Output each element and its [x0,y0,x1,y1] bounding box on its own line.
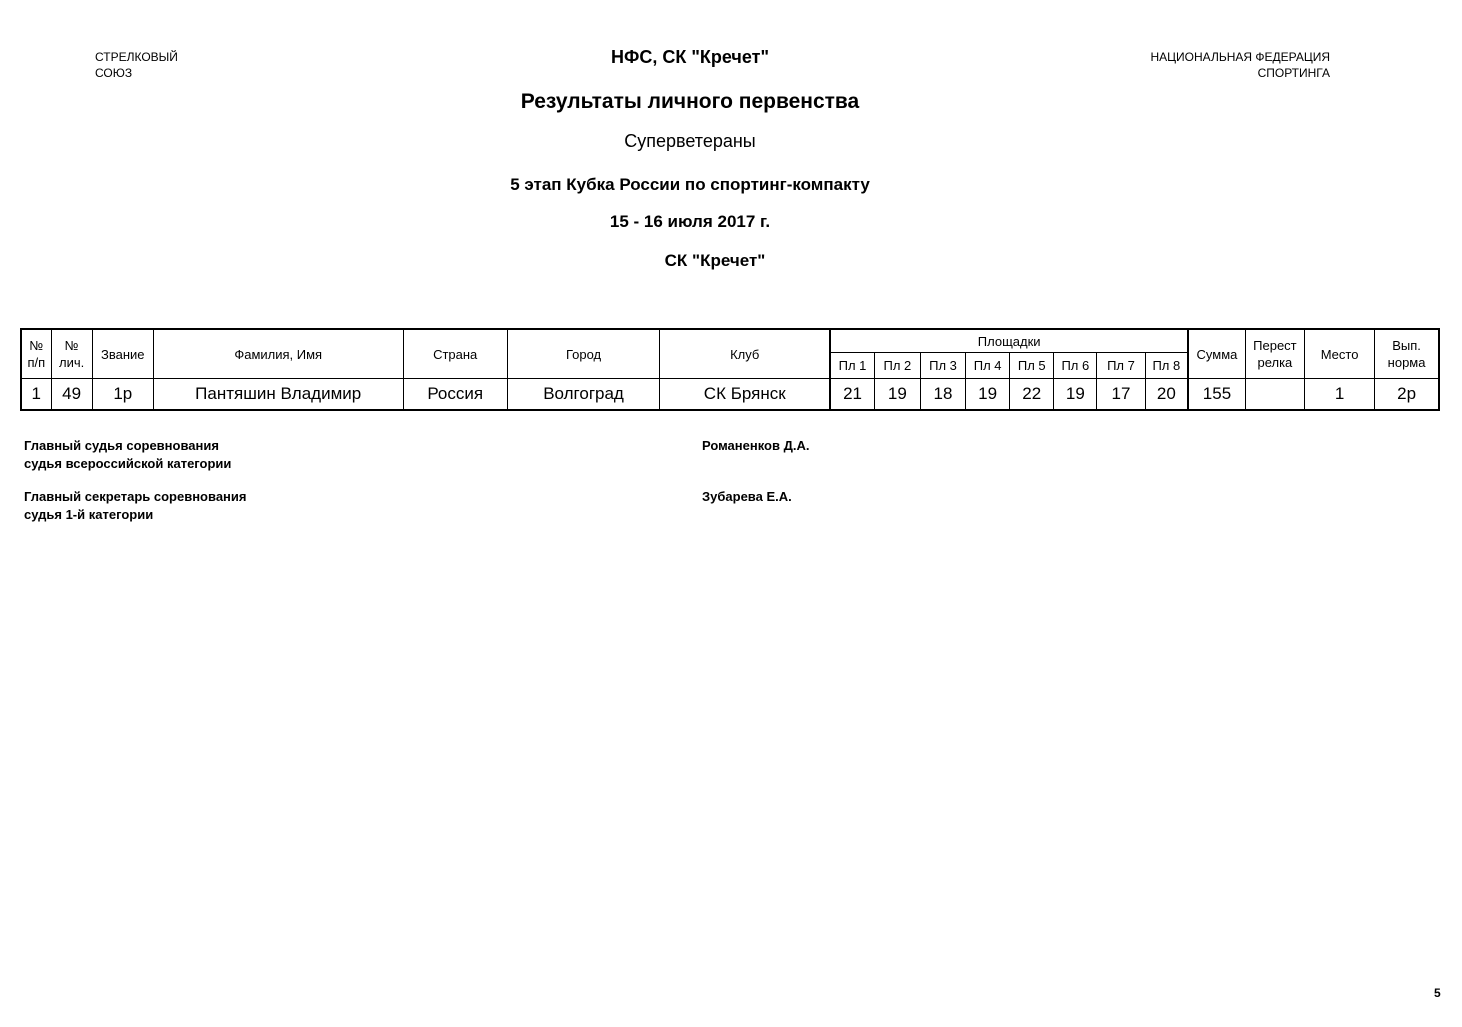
header-club: Клуб [660,329,830,379]
cell-rank: 1р [92,379,153,411]
header-shootoff [1245,329,1304,379]
header-area-4: Пл 4 [966,353,1010,379]
header-num [21,329,51,379]
cell-area-2: 19 [874,379,920,411]
header-area-2: Пл 2 [874,353,920,379]
cell-license: 49 [51,379,92,411]
header-license-line-1: № [64,338,79,353]
org-left-line-2: СОЮЗ [95,66,133,80]
header-shootoff-line-1: Перест [1253,338,1297,353]
header-area-3: Пл 3 [920,353,965,379]
cell-name: Пантяшин Владимир [153,379,403,411]
chief-secretary-role: Главный секретарь соревнования [24,489,247,504]
chief-judge-category: судья всероссийской категории [24,456,232,471]
org-left-line-1: СТРЕЛКОВЫЙ [95,50,178,64]
cell-place: 1 [1304,379,1374,411]
cell-area-1: 21 [830,379,874,411]
event-name: 5 этап Кубка России по спортинг-компакту [510,175,870,194]
header-area-7: Пл 7 [1097,353,1145,379]
chief-judge-role: Главный судья соревнования [24,438,219,453]
page-number: 5 [1434,986,1441,1000]
cell-city: Волгоград [507,379,659,411]
header-num-line-1: № [29,338,44,353]
header-norm-line-2: норма [1387,355,1426,370]
cell-country: Россия [403,379,507,411]
header-num-line-2: п/п [27,355,46,370]
table-header-row [21,329,1439,353]
header-area-8: Пл 8 [1145,353,1188,379]
document-header: НФС, СК "Кречет" [610,47,769,67]
cell-shootoff [1245,379,1304,411]
header-sum: Сумма [1188,329,1245,379]
header-areas: Площадки [830,329,1188,353]
cell-area-7: 17 [1097,379,1145,411]
cell-area-3: 18 [920,379,965,411]
event-dates: 15 - 16 июля 2017 г. [609,212,771,231]
header-city: Город [507,329,659,379]
cell-area-8: 20 [1145,379,1188,411]
cell-area-6: 19 [1054,379,1097,411]
table-row [21,379,1439,411]
cell-club: СК Брянск [660,379,830,411]
org-right-line-1: НАЦИОНАЛЬНАЯ ФЕДЕРАЦИЯ [1150,50,1330,64]
results-table [20,328,1440,411]
signature-chief-judge [24,437,231,473]
competition-category: Суперветераны [624,131,756,151]
header-country: Страна [403,329,507,379]
header-area-5: Пл 5 [1010,353,1054,379]
cell-area-4: 19 [966,379,1010,411]
header-shootoff-line-2: релка [1257,355,1293,370]
event-venue: СК "Кречет" [664,251,766,270]
header-area-1: Пл 1 [830,353,874,379]
header-license-line-2: лич. [59,355,85,370]
header-rank: Звание [92,329,153,379]
header-name: Фамилия, Имя [153,329,403,379]
header-license [51,329,92,379]
chief-secretary-name: Зубарева Е.А. [702,489,792,504]
header-norm [1375,329,1439,379]
cell-norm: 2р [1375,379,1439,411]
org-right-line-2: СПОРТИНГА [1257,66,1330,80]
header-area-6: Пл 6 [1054,353,1097,379]
signature-chief-secretary [24,488,246,524]
cell-num: 1 [21,379,51,411]
chief-judge-name: Романенков Д.А. [702,438,810,453]
header-place: Место [1304,329,1374,379]
header-norm-line-1: Вып. [1392,338,1421,353]
document-title: Результаты личного первенства [520,90,860,113]
chief-secretary-category: судья 1-й категории [24,507,154,522]
cell-sum: 155 [1188,379,1245,411]
cell-area-5: 22 [1010,379,1054,411]
